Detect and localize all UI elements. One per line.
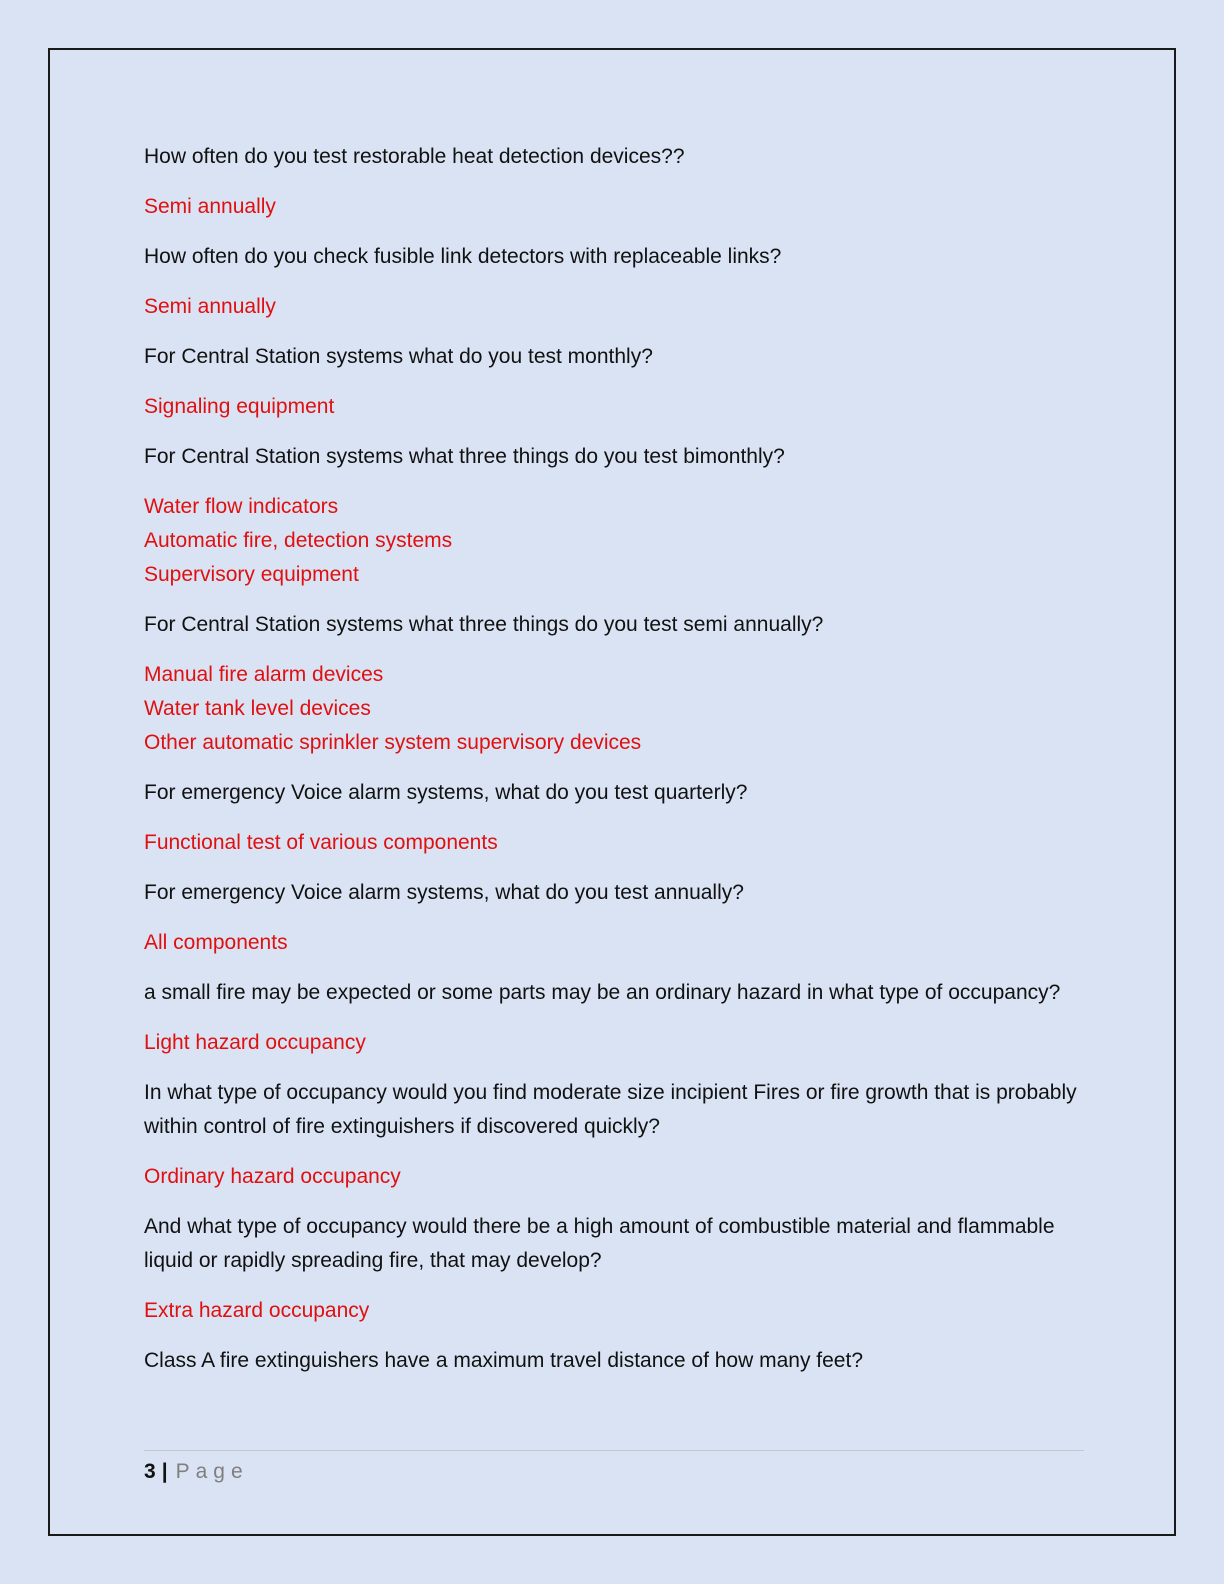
answer-8: Light hazard occupancy	[144, 1031, 366, 1054]
question-11: Class A fire extinguishers have a maximum travel distance of how many feet?	[144, 1349, 864, 1372]
answer-1: Semi annually	[144, 195, 276, 218]
answer-4-line-2: Automatic fire, detection systems	[144, 529, 453, 552]
answer-2: Semi annually	[144, 295, 276, 318]
question-5: For Central Station systems what three things do you test semi annually?	[144, 613, 824, 636]
answer-4-line-1: Water flow indicators	[144, 495, 339, 518]
answer-6: Functional test of various components	[144, 831, 498, 854]
answer-5-line-1: Manual fire alarm devices	[144, 663, 384, 686]
question-4: For Central Station systems what three things do you test bimonthly?	[144, 445, 785, 468]
answer-5	[144, 658, 1084, 760]
question-10: And what type of occupancy would there be a high amount of combustible material and flammable liquid or rapidly spreading fire, that may develop?	[144, 1215, 1055, 1272]
document-body	[144, 140, 1084, 1394]
answer-9: Ordinary hazard occupancy	[144, 1165, 401, 1188]
page-footer	[144, 1455, 249, 1489]
answer-3: Signaling equipment	[144, 395, 335, 418]
footer-divider	[144, 1450, 1084, 1451]
answer-4-line-3: Supervisory equipment	[144, 563, 359, 586]
answer-5-line-2: Water tank level devices	[144, 697, 371, 720]
answer-4	[144, 490, 1084, 592]
question-8: a small fire may be expected or some parts may be an ordinary hazard in what type of occupancy?	[144, 981, 1061, 1004]
question-9: In what type of occupancy would you find moderate size incipient Fires or fire growth that is probably within control of fire extinguishers if discovered quickly?	[144, 1081, 1077, 1138]
question-3: For Central Station systems what do you test monthly?	[144, 345, 653, 368]
footer-separator: |	[161, 1460, 168, 1483]
question-7: For emergency Voice alarm systems, what do you test annually?	[144, 881, 744, 904]
page-label: Page	[175, 1460, 249, 1483]
page-number: 3	[144, 1460, 156, 1483]
question-2: How often do you check fusible link detectors with replaceable links?	[144, 245, 782, 268]
answer-7: All components	[144, 931, 288, 954]
question-1: How often do you test restorable heat detection devices??	[144, 145, 685, 168]
question-6: For emergency Voice alarm systems, what do you test quarterly?	[144, 781, 748, 804]
answer-5-line-3: Other automatic sprinkler system supervisory devices	[144, 731, 642, 754]
answer-10: Extra hazard occupancy	[144, 1299, 370, 1322]
